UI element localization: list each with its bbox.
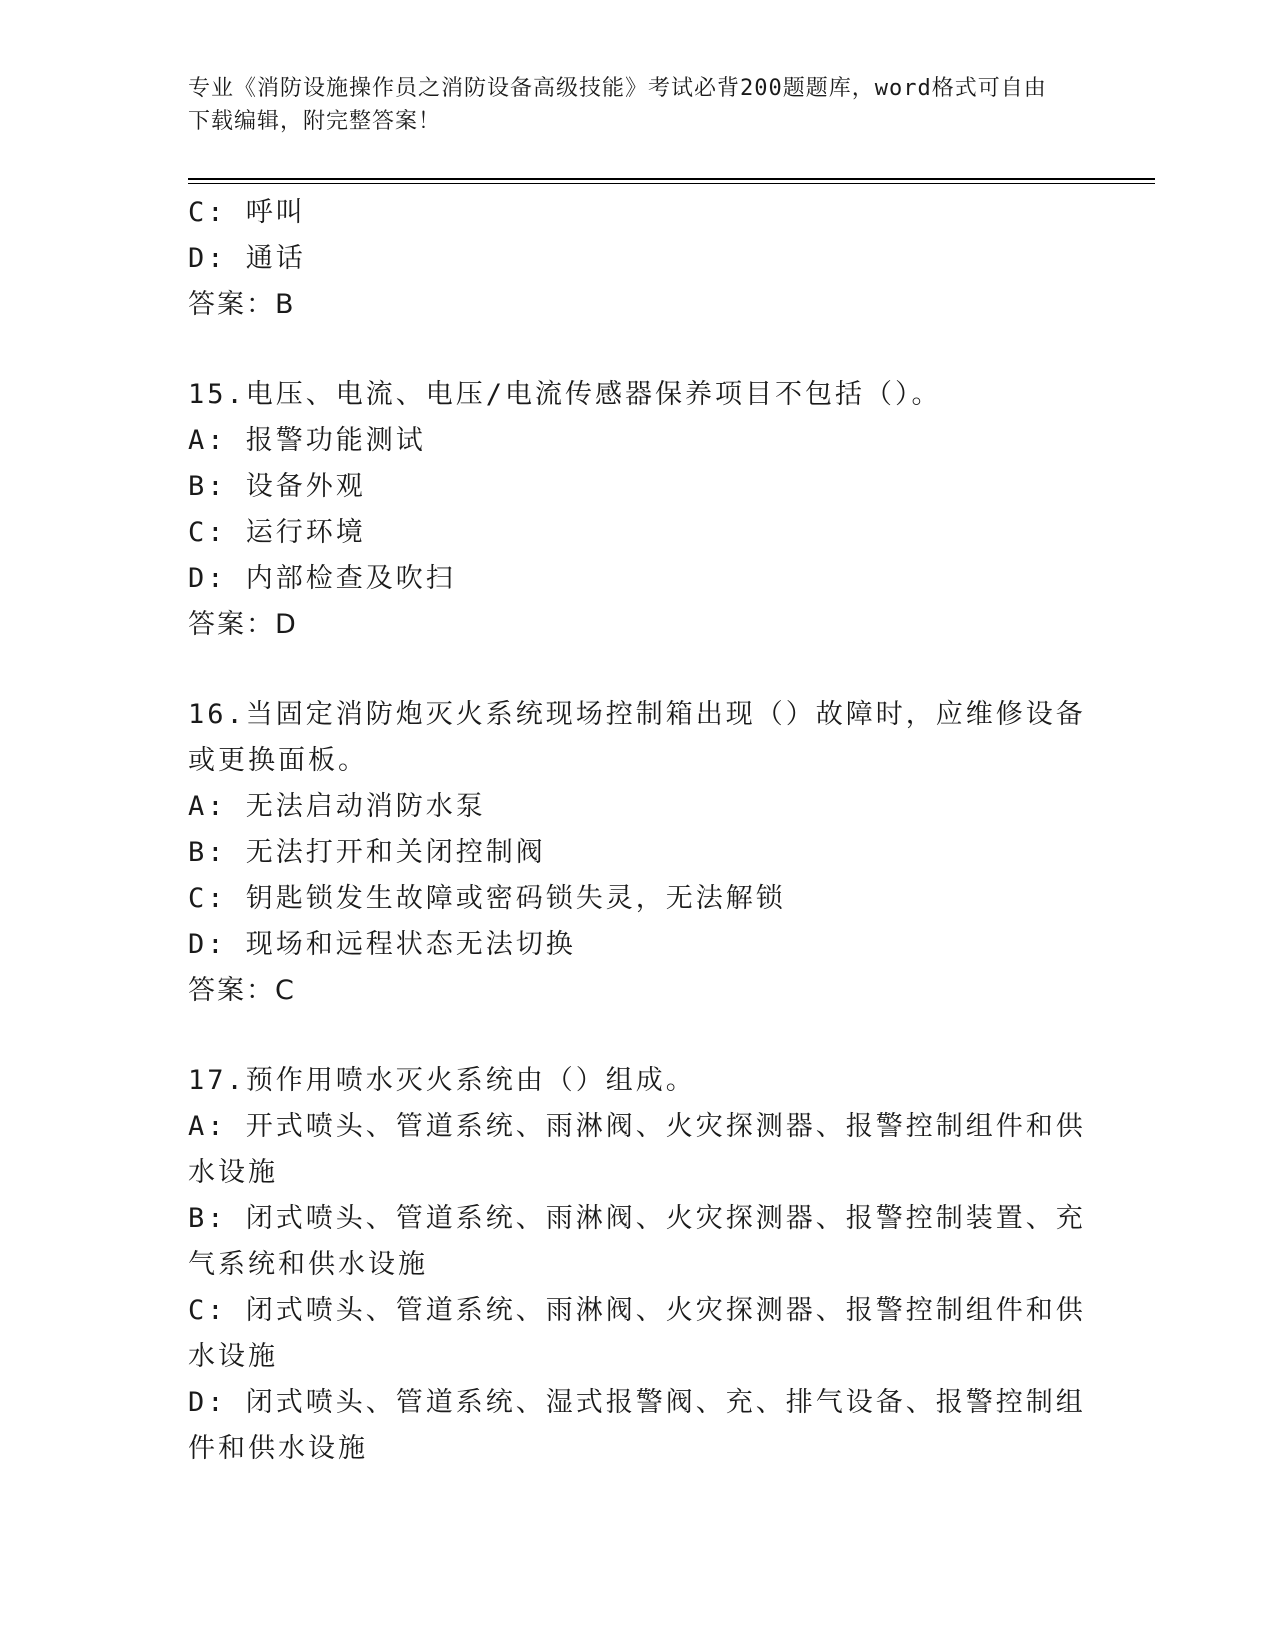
header-rule-thin (188, 183, 1155, 184)
question-text: 17.预作用喷水灭火系统由（）组成。 (188, 1065, 696, 1096)
question-16 (188, 692, 1088, 1014)
option-d (188, 1380, 1088, 1472)
question-15 (188, 372, 1088, 648)
option-text: 无法启动消防水泵 (245, 791, 486, 822)
option-label: C: (188, 1295, 227, 1326)
option-label: B: (188, 1203, 227, 1234)
option-text: 设备外观 (245, 471, 366, 502)
option-label: A: (188, 791, 227, 822)
option-a (188, 1104, 1088, 1196)
option-text: 开式喷头、管道系统、雨淋阀、火灾探测器、报警控制组件和供水设施 (188, 1111, 1086, 1188)
option-c (188, 510, 1088, 556)
answer-line: 答案：D (188, 609, 298, 640)
option-text: 闭式喷头、管道系统、雨淋阀、火灾探测器、报警控制组件和供水设施 (188, 1295, 1086, 1372)
option-d (188, 922, 1088, 968)
option-b (188, 464, 1088, 510)
option-b (188, 830, 1088, 876)
question-text: 16.当固定消防炮灭火系统现场控制箱出现（）故障时，应维修设备或更换面板。 (188, 699, 1086, 776)
option-label: C: (188, 883, 227, 914)
option-label: A: (188, 1111, 227, 1142)
option-c (188, 876, 1088, 922)
option-d (188, 236, 1088, 282)
answer-line: 答案：B (188, 289, 296, 320)
option-text: 闭式喷头、管道系统、湿式报警阀、充、排气设备、报警控制组件和供水设施 (188, 1387, 1086, 1464)
option-text: 钥匙锁发生故障或密码锁失灵，无法解锁 (245, 883, 786, 914)
option-label: D: (188, 243, 227, 274)
option-label: B: (188, 471, 227, 502)
option-d (188, 556, 1088, 602)
answer-line: 答案：C (188, 975, 296, 1006)
option-text: 运行环境 (245, 517, 366, 548)
option-a (188, 784, 1088, 830)
option-c (188, 190, 1088, 236)
question-17 (188, 1058, 1088, 1472)
question-text: 15.电压、电流、电压/电流传感器保养项目不包括（）。 (188, 379, 942, 410)
option-text: 无法打开和关闭控制阀 (245, 837, 546, 868)
option-label: C: (188, 197, 227, 228)
option-label: D: (188, 1387, 227, 1418)
option-label: D: (188, 929, 227, 960)
option-text: 呼叫 (245, 197, 306, 228)
option-label: A: (188, 425, 227, 456)
header-rule-thick (188, 178, 1155, 180)
option-label: C: (188, 517, 227, 548)
option-b (188, 1196, 1088, 1288)
document-header: 专业《消防设施操作员之消防设备高级技能》考试必背200题题库，word格式可自由下载编辑，附完整答案！ (188, 76, 1047, 134)
partial-question-14 (188, 190, 1088, 328)
option-label: B: (188, 837, 227, 868)
option-label: D: (188, 563, 227, 594)
option-text: 闭式喷头、管道系统、雨淋阀、火灾探测器、报警控制装置、充气系统和供水设施 (188, 1203, 1086, 1280)
option-text: 现场和远程状态无法切换 (245, 929, 576, 960)
question-list (188, 190, 1088, 1472)
option-text: 通话 (245, 243, 306, 274)
option-text: 内部检查及吹扫 (245, 563, 456, 594)
option-c (188, 1288, 1088, 1380)
option-text: 报警功能测试 (245, 425, 426, 456)
option-a (188, 418, 1088, 464)
